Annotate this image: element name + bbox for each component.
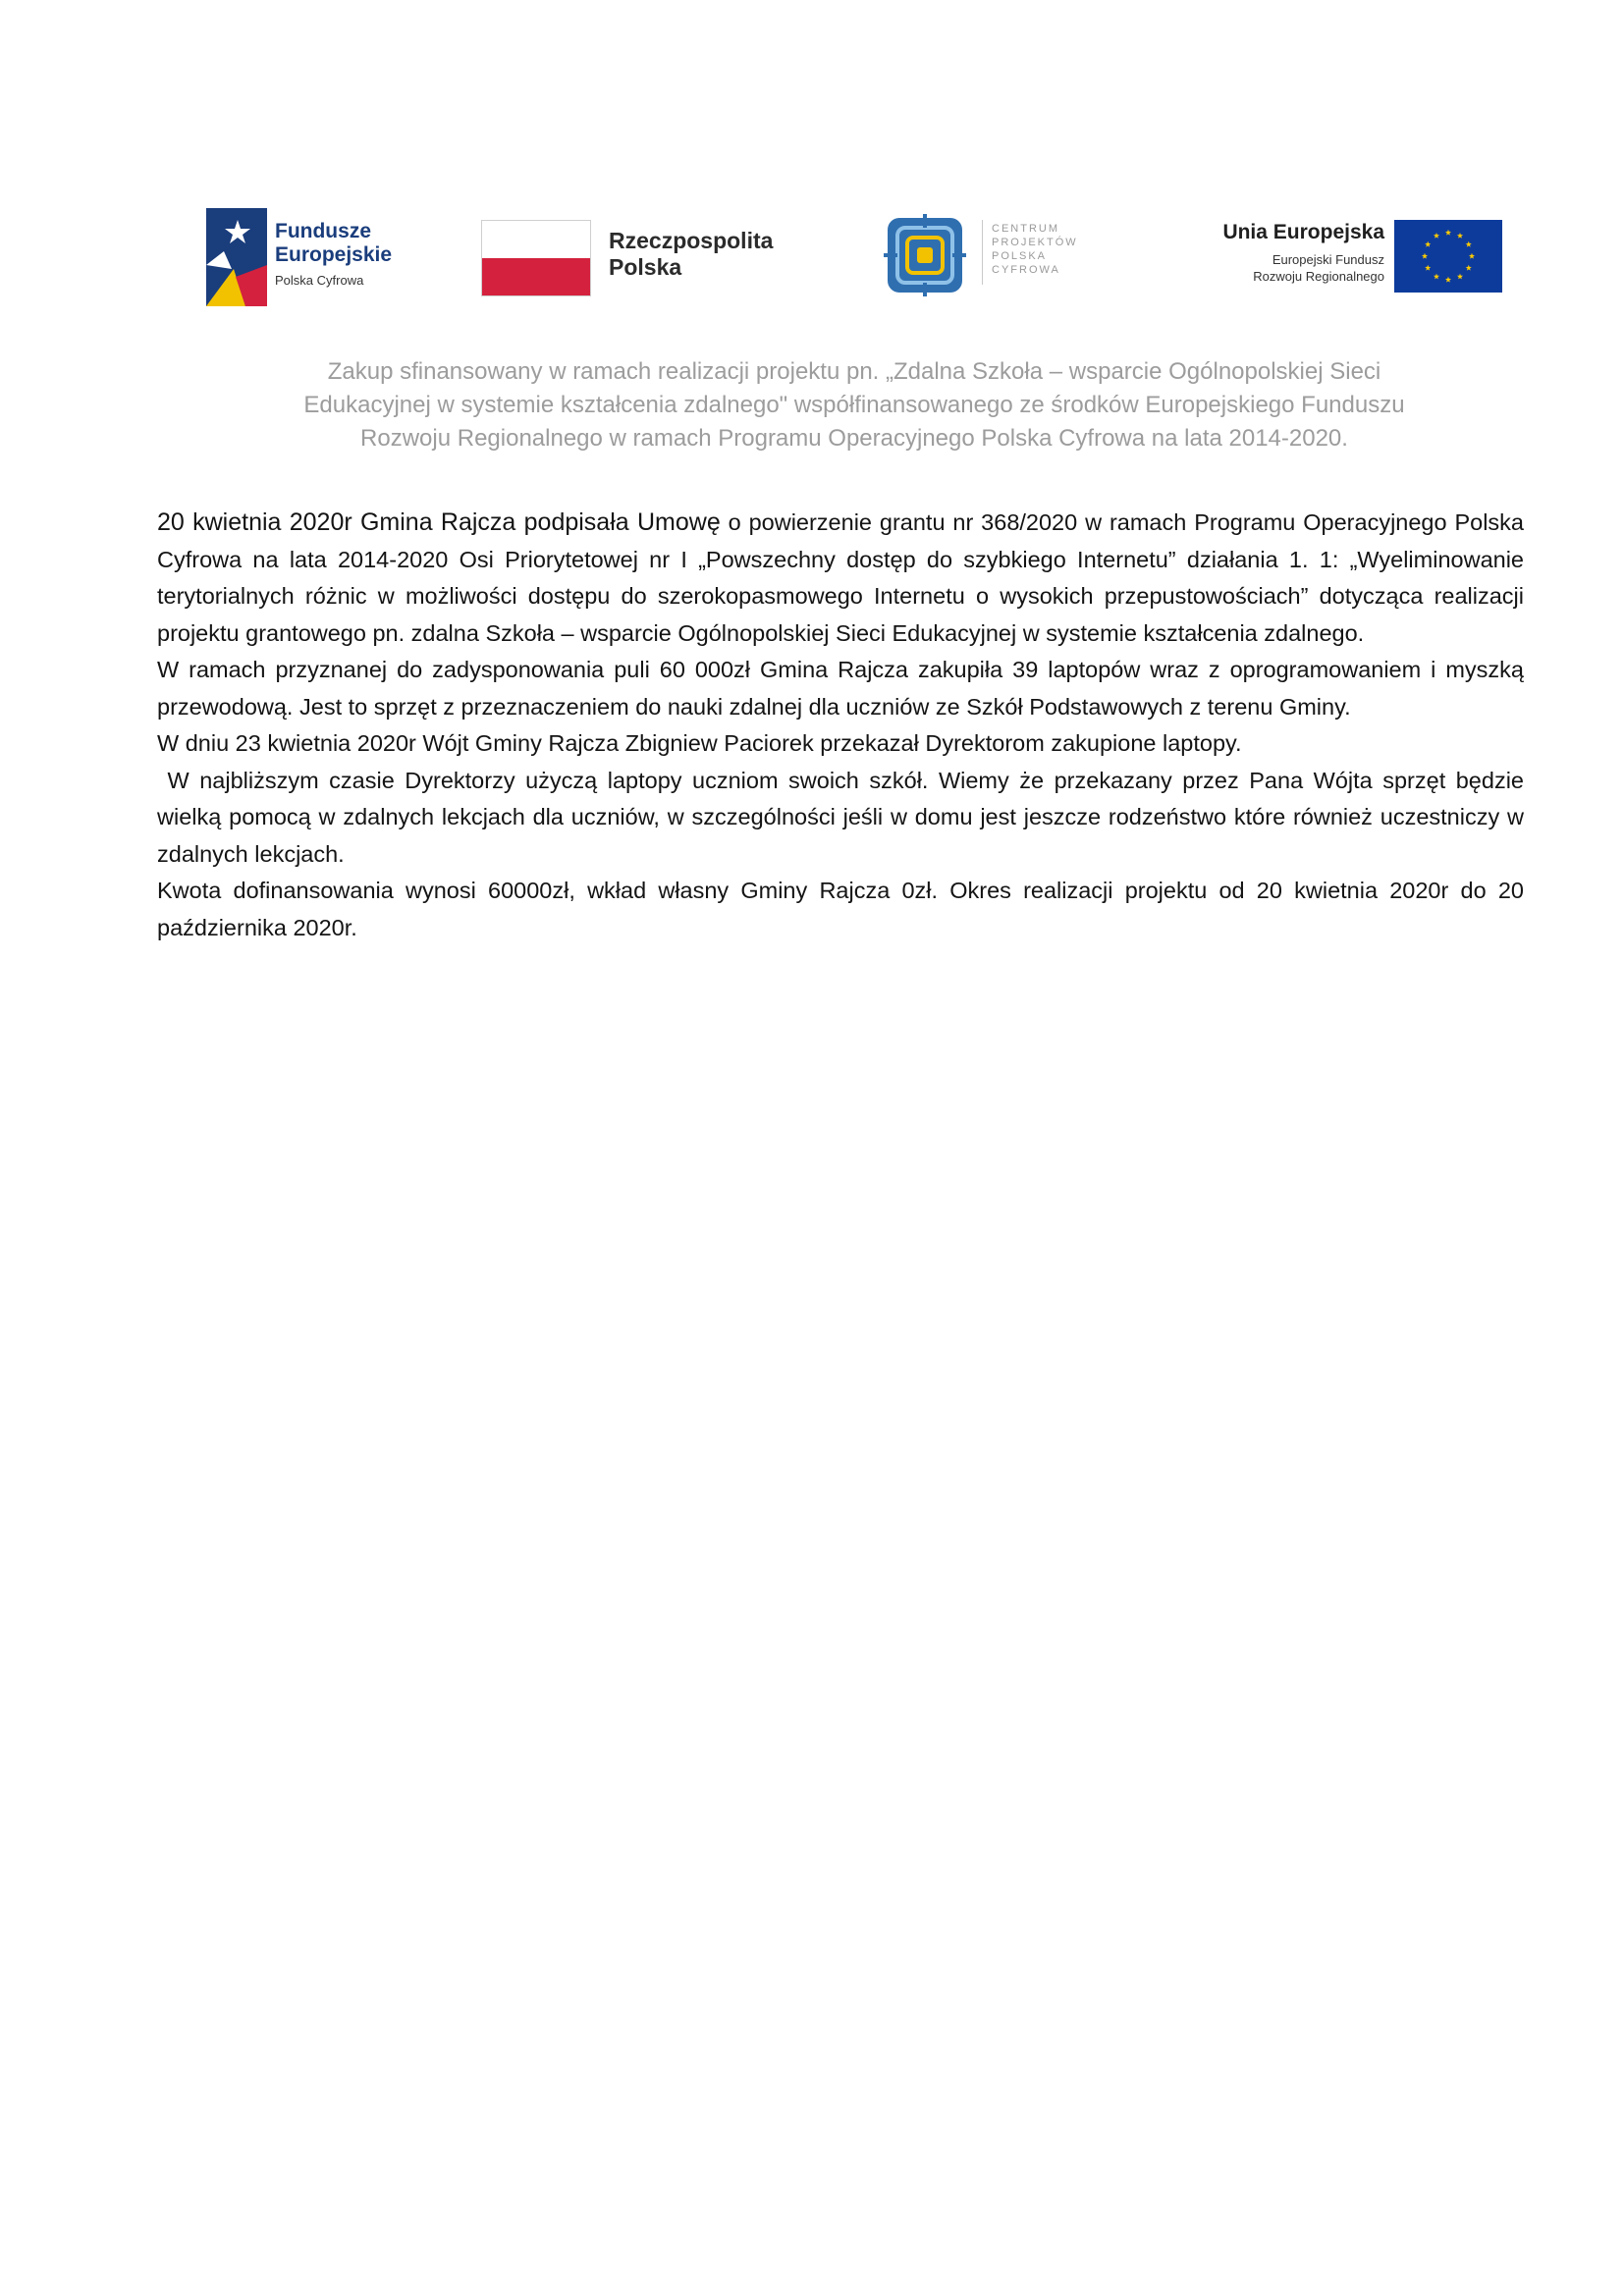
funding-note-line3: Rozwoju Regionalnego w ramach Programu Operacyjnego Polska Cyfrowa na lata 2014-2020. [360,425,1348,452]
centrum-line3: POLSKA [992,250,1048,262]
centrum-line1: CENTRUM [992,223,1059,235]
centrum-projektow-logo [880,196,1115,324]
centrum-line2: PROJEKTÓW [992,237,1078,248]
paragraph-purchase: W ramach przyznanej do zadysponowania puli 60 000zł Gmina Rajcza zakupiła 39 laptopów wraz z oprogramowaniem i myszką przewodową. Jest to sprzęt z przeznaczeniem do nauki zdalnej dla uczniów ze Szkół Podstawowych z terenu Gminy. [157,657,1524,720]
funding-note-line1: Zakup sfinansowany w ramach realizacji projektu pn. „Zdalna Szkoła – wsparcie Ogólnopolskiej Sieci [327,358,1381,385]
centrum-projektow-separator [982,220,983,285]
paragraph-agreement-rest: o powierzenie grantu nr 368/2020 w ramach Programu Operacyjnego Polska Cyfrowa na lata 2014-2020 Osi Priorytetowej nr I „Powszechny dostęp do szybkiego Internetu” działania 1. 1: „Wyeliminowanie terytorialnych różnic w możliwości dostępu do szerokopasmowego Internetu o wysokich przepustowościach” dotycząca realizacji projektu grantowego pn. zdalna Szkoła – wsparcie Ogólnopolskiej Sieci Edukacyjnej w systemie kształcenia zdalnego. [157,509,1524,646]
fundusze-line2: Europejskie [275,243,393,266]
polish-flag-icon [481,220,591,296]
rzeczpospolita-line2: Polska [609,254,682,280]
unia-line3: Rozwoju Regionalnego [1253,269,1384,284]
unia-title: Unia Europejska [1222,221,1384,243]
funding-note [216,355,1492,455]
unia-europejska-logo [1168,196,1512,324]
paragraph-funding-amount: Kwota dofinansowania wynosi 60000zł, wkład własny Gminy Rajcza 0zł. Okres realizacji projektu od 20 kwietnia 2020r do 20 października 2020r. [157,878,1524,940]
paragraph-handover: W dniu 23 kwietnia 2020r Wójt Gminy Rajcza Zbigniew Paciorek przekazał Dyrektorom zakupione laptopy. [157,730,1242,756]
polish-flag-red-stripe [482,258,590,295]
centrum-projektow-text [992,222,1078,277]
logo-bar [196,196,1512,324]
paragraph-agreement-lead: 20 kwietnia 2020r Gmina Rajcza podpisała Umowę [157,508,721,536]
polish-flag-white-stripe [482,221,590,258]
fundusze-line1: Fundusze [275,220,371,242]
funding-note-line2: Edukacyjnej w systemie kształcenia zdalnego" współfinansowanego ze środków Europejskiego Funduszu [303,392,1405,418]
paragraph-agreement [157,505,1524,652]
fundusze-europejskie-emblem-icon [206,208,267,306]
unia-europejska-text [1222,220,1384,285]
fundusze-line3: Polska Cyfrowa [275,273,364,288]
rzeczpospolita-polska-text [609,228,773,281]
unia-line2: Europejski Fundusz [1272,252,1384,267]
centrum-projektow-emblem-icon [880,210,970,300]
rzeczpospolita-line1: Rzeczpospolita [609,228,774,253]
fundusze-europejskie-text [275,220,392,288]
paragraph-lending: W najbliższym czasie Dyrektorzy użyczą laptopy uczniom swoich szkół. Wiemy że przekazany przez Pana Wójta sprzęt będzie wielką pomocą w zdalnych lekcjach dla uczniów, w szczególności jeśli w domu jest jeszcze rodzeństwo które również uczestniczy w zdalnych lekcjach. [157,767,1531,867]
fundusze-europejskie-logo [196,196,432,324]
eu-flag-icon [1394,220,1502,293]
centrum-line4: CYFROWA [992,264,1060,276]
article-body [157,505,1531,946]
rzeczpospolita-polska-logo [481,196,815,324]
